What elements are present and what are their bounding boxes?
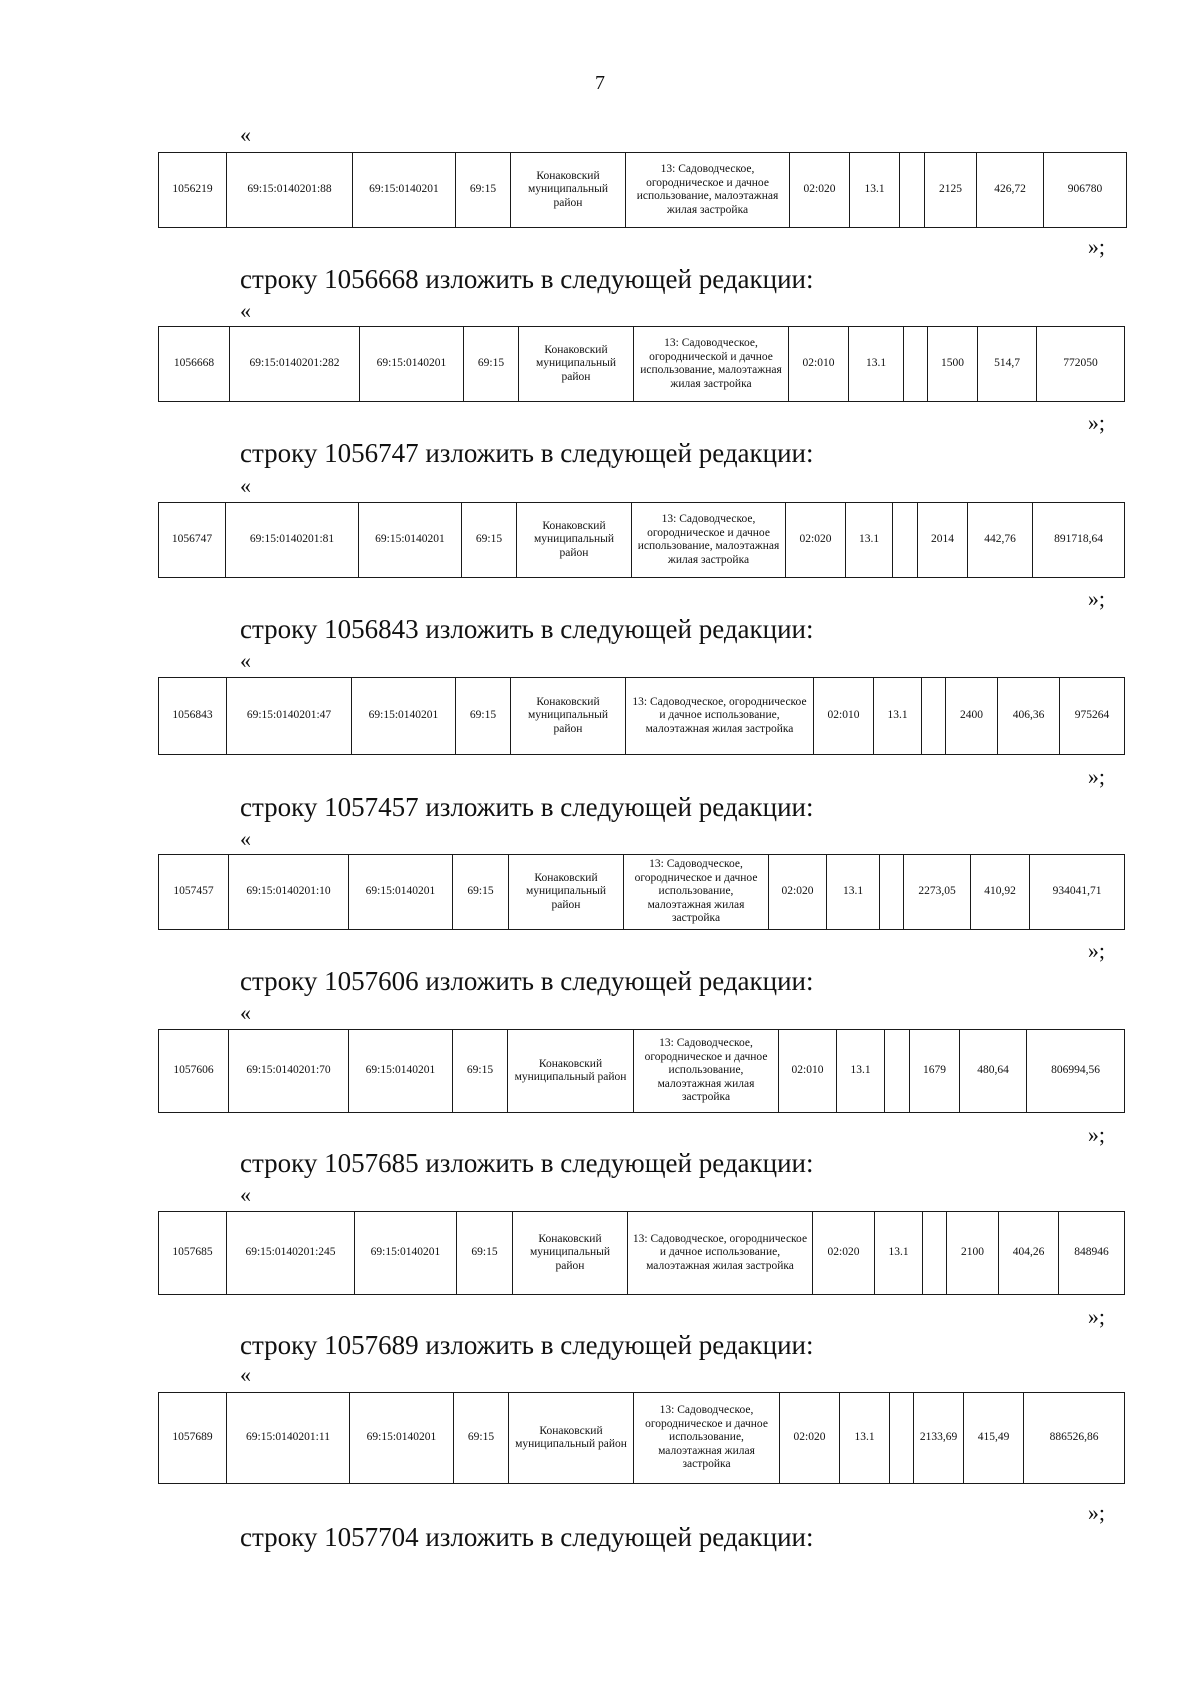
close-quote: »; <box>1087 410 1105 435</box>
open-quote: « <box>240 826 251 851</box>
replacement-row-table <box>158 677 1125 755</box>
specific-value: 415,49 <box>964 1393 1024 1484</box>
cadastral-value: 975264 <box>1060 678 1125 755</box>
cadastral-quarter: 69:15:0140201 <box>352 678 456 755</box>
replacement-row-table <box>158 326 1125 402</box>
specific-value: 426,72 <box>977 153 1044 228</box>
cadastral-value: 934041,71 <box>1030 855 1125 930</box>
empty-cell <box>922 678 946 755</box>
row-id: 1056668 <box>159 327 230 402</box>
page-number: 7 <box>595 72 605 94</box>
open-quote: « <box>240 473 251 498</box>
area: 2125 <box>925 153 977 228</box>
district-code: 69:15 <box>453 855 509 930</box>
cadastral-value: 886526,86 <box>1024 1393 1125 1484</box>
specific-value: 410,92 <box>971 855 1030 930</box>
group: 13.1 <box>846 503 893 578</box>
district-code: 69:15 <box>454 1393 509 1484</box>
close-quote: »; <box>1087 764 1105 789</box>
group: 13.1 <box>875 1212 923 1295</box>
specific-value: 406,36 <box>998 678 1060 755</box>
land-use: 13: Садоводческое, огороднической и дачное использование, малоэтажная жилая застройка <box>634 327 789 402</box>
district-code: 69:15 <box>462 503 517 578</box>
section-heading: строку 1057689 изложить в следующей редакции: <box>240 1330 814 1360</box>
cadastral-value: 772050 <box>1037 327 1125 402</box>
land-use: 13: Садоводческое, огородническое и дачное использование, малоэтажная жилая застройка <box>628 1212 813 1295</box>
close-quote: »; <box>1087 1304 1105 1329</box>
district-code: 69:15 <box>456 153 511 228</box>
cadastral-value: 848946 <box>1059 1212 1125 1295</box>
specific-value: 480,64 <box>960 1030 1027 1113</box>
empty-cell <box>885 1030 910 1113</box>
group: 13.1 <box>827 855 880 930</box>
area: 2273,05 <box>904 855 971 930</box>
land-use: 13: Садоводческое, огородническое и дачное использование, малоэтажная жилая застройка <box>632 503 786 578</box>
municipality: Конаковский муниципальный район <box>509 1393 634 1484</box>
municipality: Конаковский муниципальный район <box>511 153 626 228</box>
cadastral-quarter: 69:15:0140201 <box>355 1212 457 1295</box>
table-row <box>159 153 1127 228</box>
code: 02:020 <box>769 855 827 930</box>
cadastral-number: 69:15:0140201:81 <box>226 503 359 578</box>
row-id: 1056219 <box>159 153 227 228</box>
table-row <box>159 678 1125 755</box>
group: 13.1 <box>840 1393 890 1484</box>
code: 02:020 <box>786 503 846 578</box>
section-heading: строку 1056843 изложить в следующей редакции: <box>240 614 814 644</box>
replacement-row-table <box>158 854 1125 930</box>
replacement-row-table <box>158 1392 1125 1484</box>
row-id: 1057457 <box>159 855 229 930</box>
land-use: 13: Садоводческое, огородническое и дачное использование, малоэтажная жилая застройка <box>626 678 814 755</box>
empty-cell <box>880 855 904 930</box>
close-quote: »; <box>1087 586 1105 611</box>
row-id: 1057606 <box>159 1030 229 1113</box>
cadastral-number: 69:15:0140201:88 <box>227 153 353 228</box>
close-quote: »; <box>1087 938 1105 963</box>
replacement-row-table <box>158 502 1125 578</box>
empty-cell <box>900 153 925 228</box>
row-id: 1057689 <box>159 1393 227 1484</box>
open-quote: « <box>240 122 251 147</box>
table-row <box>159 1212 1125 1295</box>
replacement-row-table <box>158 1029 1125 1113</box>
cadastral-number: 69:15:0140201:47 <box>227 678 352 755</box>
table-row <box>159 1393 1125 1484</box>
code: 02:020 <box>790 153 850 228</box>
cadastral-quarter: 69:15:0140201 <box>359 503 462 578</box>
table-row <box>159 503 1125 578</box>
municipality: Конаковский муниципальный район <box>513 1212 628 1295</box>
table-row <box>159 327 1125 402</box>
specific-value: 442,76 <box>968 503 1033 578</box>
cadastral-value: 891718,64 <box>1033 503 1125 578</box>
cadastral-value: 906780 <box>1044 153 1127 228</box>
land-use: 13: Садоводческое, огородническое и дачное использование, малоэтажная жилая застройка <box>626 153 790 228</box>
district-code: 69:15 <box>456 678 511 755</box>
section-heading: строку 1056668 изложить в следующей редакции: <box>240 264 814 294</box>
cadastral-value: 806994,56 <box>1027 1030 1125 1113</box>
row-id: 1056843 <box>159 678 227 755</box>
section-heading: строку 1057704 изложить в следующей редакции: <box>240 1522 814 1552</box>
section-heading: строку 1057606 изложить в следующей редакции: <box>240 966 814 996</box>
cadastral-quarter: 69:15:0140201 <box>360 327 464 402</box>
open-quote: « <box>240 1182 251 1207</box>
empty-cell <box>890 1393 914 1484</box>
row-id: 1057685 <box>159 1212 227 1295</box>
row-id: 1056747 <box>159 503 226 578</box>
specific-value: 514,7 <box>978 327 1037 402</box>
code: 02:020 <box>780 1393 840 1484</box>
area: 2133,69 <box>914 1393 964 1484</box>
cadastral-number: 69:15:0140201:70 <box>229 1030 349 1113</box>
group: 13.1 <box>849 327 904 402</box>
land-use: 13: Садоводческое, огородническое и дачное использование, малоэтажная жилая застройка <box>624 855 769 930</box>
group: 13.1 <box>837 1030 885 1113</box>
district-code: 69:15 <box>453 1030 508 1113</box>
open-quote: « <box>240 1362 251 1387</box>
cadastral-number: 69:15:0140201:11 <box>227 1393 350 1484</box>
municipality: Конаковский муниципальный район <box>511 678 626 755</box>
group: 13.1 <box>850 153 900 228</box>
empty-cell <box>893 503 918 578</box>
area: 1500 <box>928 327 978 402</box>
cadastral-quarter: 69:15:0140201 <box>349 1030 453 1113</box>
land-use: 13: Садоводческое, огородническое и дачное использование, малоэтажная жилая застройка <box>634 1030 779 1113</box>
open-quote: « <box>240 1000 251 1025</box>
table-row <box>159 855 1125 930</box>
district-code: 69:15 <box>464 327 519 402</box>
close-quote: »; <box>1087 1122 1105 1147</box>
section-heading: строку 1057457 изложить в следующей редакции: <box>240 792 814 822</box>
open-quote: « <box>240 298 251 323</box>
cadastral-quarter: 69:15:0140201 <box>353 153 456 228</box>
specific-value: 404,26 <box>999 1212 1059 1295</box>
cadastral-number: 69:15:0140201:282 <box>230 327 360 402</box>
code: 02:010 <box>814 678 874 755</box>
area: 2014 <box>918 503 968 578</box>
land-use: 13: Садоводческое, огородническое и дачное использование, малоэтажная жилая застройка <box>634 1393 780 1484</box>
cadastral-number: 69:15:0140201:10 <box>229 855 349 930</box>
district-code: 69:15 <box>457 1212 513 1295</box>
table-row <box>159 1030 1125 1113</box>
open-quote: « <box>240 648 251 673</box>
municipality: Конаковский муниципальный район <box>517 503 632 578</box>
cadastral-quarter: 69:15:0140201 <box>349 855 453 930</box>
code: 02:020 <box>813 1212 875 1295</box>
area: 2100 <box>947 1212 999 1295</box>
municipality: Конаковский муниципальный район <box>509 855 624 930</box>
area: 1679 <box>910 1030 960 1113</box>
close-quote: »; <box>1087 234 1105 259</box>
section-heading: строку 1056747 изложить в следующей редакции: <box>240 438 814 468</box>
code: 02:010 <box>779 1030 837 1113</box>
section-heading: строку 1057685 изложить в следующей редакции: <box>240 1148 814 1178</box>
municipality: Конаковский муниципальный район <box>519 327 634 402</box>
group: 13.1 <box>874 678 922 755</box>
empty-cell <box>923 1212 947 1295</box>
code: 02:010 <box>789 327 849 402</box>
replacement-row-table <box>158 1211 1125 1295</box>
empty-cell <box>904 327 928 402</box>
replacement-row-table <box>158 152 1127 228</box>
area: 2400 <box>946 678 998 755</box>
close-quote: »; <box>1087 1500 1105 1525</box>
cadastral-quarter: 69:15:0140201 <box>350 1393 454 1484</box>
municipality: Конаковский муниципальный район <box>508 1030 634 1113</box>
cadastral-number: 69:15:0140201:245 <box>227 1212 355 1295</box>
